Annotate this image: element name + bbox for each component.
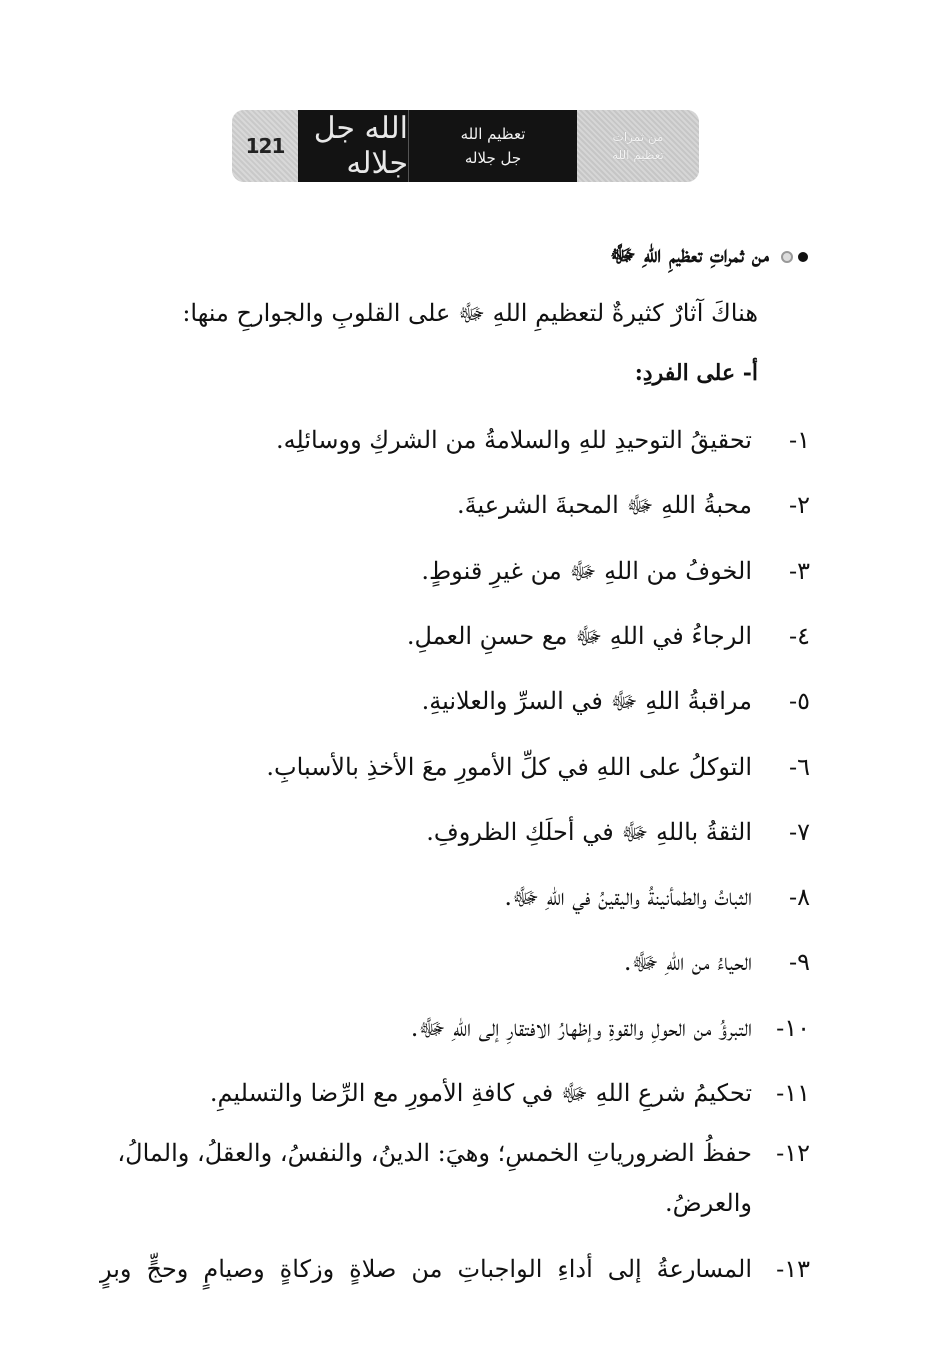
item-number: ١٠- [776,1014,810,1042]
item-number: ١١- [776,1079,810,1107]
item-number: ٨- [789,883,810,911]
item-text: تحقيقُ التوحيدِ للهِ والسلامةُ من الشركِ ووسائلِه. [275,426,752,454]
item-text: التوكلُ على اللهِ في كلِّ الأمورِ معَ الأخذِ بالأسبابِ. [266,753,752,781]
book-title-line-2: جل جلاله [464,149,522,167]
list-item [100,1003,810,1053]
item-number: ٥- [789,687,810,715]
page-number: 121 [232,110,298,182]
intro-paragraph: هناكَ آثارٌ كثيرةٌ لتعظيمِ اللهِ ﷻ على القلوبِ والجوارحِ منها: [182,299,758,327]
list-item [100,546,810,596]
bullet-icon [781,251,808,263]
item-text: تحكيمُ شرعِ اللهِ ﷻ في كافةِ الأمورِ مع الرِّضا والتسليمِ. [209,1079,752,1107]
list-item [100,872,810,922]
list-item [100,1128,810,1228]
section-title-text: من ثمراتِ تعظيمِ اللهِ ﷻ [609,241,769,268]
item-number: ٩- [789,948,810,976]
item-text: الرجاءُ في اللهِ ﷻ مع حسنِ العملِ. [406,622,752,650]
list-item [100,807,810,857]
item-text: حفظُ الضرورياتِ الخمسِ؛ وهيَ: الدينُ، والنفسُ، والعقلُ، والمالُ، والعرضُ. [117,1139,752,1217]
list-item [100,480,810,530]
running-header [232,110,699,182]
book-title [409,110,577,182]
item-number: ٤- [789,622,810,650]
item-number: ١٢- [776,1139,810,1167]
item-text: الحياءُ من اللهِ ﷻ. [623,948,752,976]
chapter-title-line-1: من ثمرات [612,130,664,144]
item-text: محبةُ اللهِ ﷻ المحبةَ الشرعيةَ. [456,491,752,519]
item-text: الثقةُ باللهِ ﷻ في أحلَكِ الظروفِ. [426,818,752,846]
list-item [100,676,810,726]
sub-heading: أ- على الفردِ: [634,360,758,386]
book-title-line-1: تعظيم الله [460,125,526,143]
list-item [100,1068,810,1118]
item-number: ٣- [789,557,810,585]
item-number: ١- [789,426,810,454]
list-item [100,415,810,465]
item-text: مراقبةُ اللهِ ﷻ في السرِّ والعلانيةِ. [421,687,752,715]
item-number: ٦- [789,753,810,781]
calligraphy-logo: الله جل جلاله [298,110,409,182]
item-text: الثباتُ والطمأنينةُ واليقينُ في اللهِ ﷻ. [504,883,752,911]
item-text: الخوفُ من اللهِ ﷻ من غيرِ قنوطٍ. [421,557,752,585]
item-number: ٢- [789,491,810,519]
item-number: ١٣- [776,1255,810,1283]
header-dark-band [298,110,577,182]
section-title [610,240,808,274]
list-item [100,937,810,987]
item-text: التبرؤُ من الحولِ والقوةِ وإظهارُ الافتقارِ إلى اللهِ ﷻ. [410,1014,752,1042]
item-text: المسارعةُ إلى أداءِ الواجباتِ من صلاةٍ وزكاةٍ وصيامٍ وحجٍّ وبرٍ [100,1255,752,1283]
item-number: ٧- [789,818,810,846]
list-item [100,742,810,792]
list-item [100,1244,810,1294]
list-item [100,611,810,661]
chapter-title-line-2: تعظيم الله [612,148,664,162]
chapter-title [577,110,699,182]
